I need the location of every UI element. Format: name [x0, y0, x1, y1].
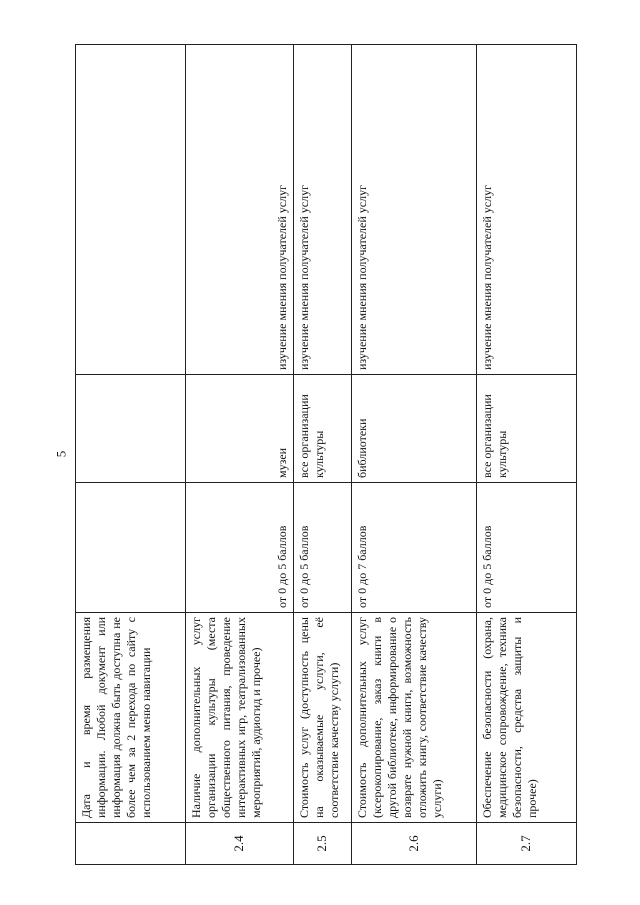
row-number: 2.4	[186, 823, 294, 865]
criterion-cell: Дата и время размещения информации. Любой документ или информация должна быть доступна не более чем за 2 перехода по сайту с использованием меню навигации	[76, 613, 186, 823]
criterion-cell: Наличие дополнительных услуг организации культуры (места общественного питания, проведение интерактивных игр, театрализованных мероприятий, аудиогид и прочее)	[186, 613, 294, 823]
organization-cell	[76, 375, 186, 483]
score-cell: от 0 до 5 баллов	[294, 483, 352, 613]
rotated-page-content	[75, 45, 630, 865]
table-row	[352, 45, 477, 865]
row-number: 2.6	[352, 823, 477, 865]
table-row	[477, 45, 577, 865]
score-cell: от 0 до 5 баллов	[186, 483, 294, 613]
organization-cell: музеи	[186, 375, 294, 483]
criterion-cell: Стоимость услуг (доступность цены на оказываемые услуги, её соответствие качеству услуги)	[294, 613, 352, 823]
organization-cell: все организации культуры	[477, 375, 577, 483]
method-cell: изучение мнения получателей услуг	[294, 45, 352, 375]
method-cell: изучение мнения получателей услуг	[186, 45, 294, 375]
row-number: 2.7	[477, 823, 577, 865]
method-cell: изучение мнения получателей услуг	[352, 45, 477, 375]
table-row	[186, 45, 294, 865]
method-cell	[76, 45, 186, 375]
organization-cell: библиотеки	[352, 375, 477, 483]
score-cell: от 0 до 5 баллов	[477, 483, 577, 613]
score-cell	[76, 483, 186, 613]
row-number	[76, 823, 186, 865]
table-row	[76, 45, 186, 865]
page-number: 5	[53, 450, 69, 458]
criteria-table	[75, 44, 577, 865]
row-number: 2.5	[294, 823, 352, 865]
score-cell: от 0 до 7 баллов	[352, 483, 477, 613]
table-row	[294, 45, 352, 865]
criterion-cell: Стоимость дополнительных услуг (ксерокопирование, заказ книги в другой библиотеке, информирование о возврате нужной книги, возможность отложить книгу, соответствие качеству услуги)	[352, 613, 477, 823]
method-cell: изучение мнения получателей услуг	[477, 45, 577, 375]
criterion-cell: Обеспечение безопасности (охрана, медицинское сопровождение, техника безопасности, средства защиты и прочее)	[477, 613, 577, 823]
organization-cell: все организации культуры	[294, 375, 352, 483]
